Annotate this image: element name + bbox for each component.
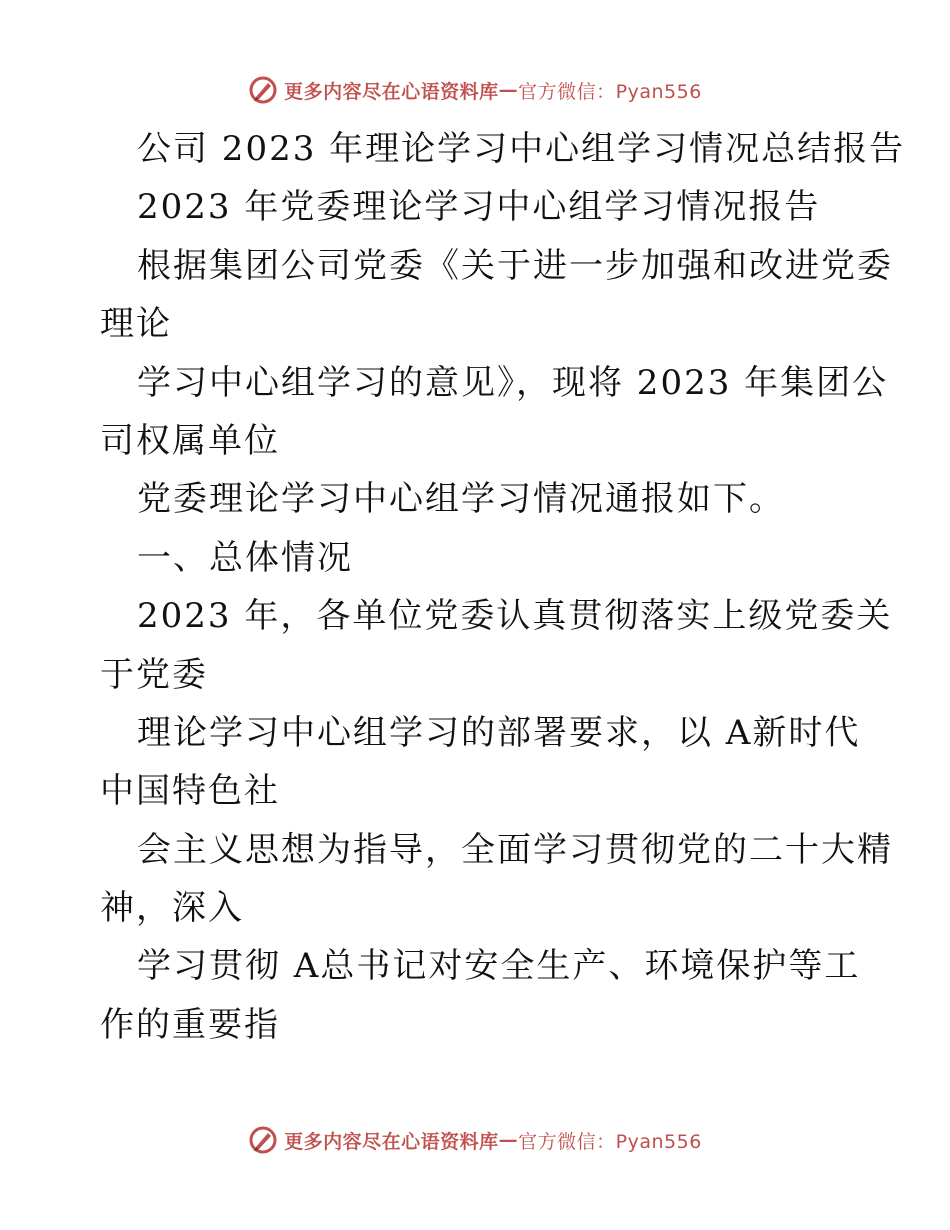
paragraph-line: 中国特色社 — [100, 771, 280, 812]
paragraph-line: 学习贯彻 A总书记对安全生产、环境保护等工 — [137, 946, 861, 987]
paragraph-line: 2023 年，各单位党委认真贯彻落实上级党委关 — [137, 596, 893, 637]
footer-watermark — [0, 1120, 950, 1160]
pen-logo-icon — [248, 75, 278, 105]
section-heading: 一、总体情况 — [137, 537, 353, 578]
paragraph-line: 理论学习中心组学习的部署要求，以 A新时代 — [137, 712, 861, 753]
paragraph-line: 作的重要指 — [100, 1004, 280, 1045]
watermark-main-text: 更多内容尽在心语资料库 — [284, 1130, 499, 1153]
pen-logo-icon — [248, 1125, 278, 1155]
paragraph-line: 于党委 — [100, 654, 208, 695]
watermark-wechat-text: 官方微信：Pyan556 — [518, 80, 702, 103]
watermark-dash: — — [498, 1129, 519, 1151]
document-body — [100, 120, 906, 1054]
paragraph-line: 司权属单位 — [100, 420, 280, 461]
paragraph-line: 会主义思想为指导，全面学习贯彻党的二十大精 — [137, 829, 893, 870]
paragraph-line: 神，深入 — [100, 888, 244, 929]
doc-title-line: 公司 2023 年理论学习中心组学习情况总结报告 — [137, 129, 906, 169]
watermark-dash: — — [498, 79, 519, 101]
paragraph-line: 理论 — [100, 304, 172, 345]
watermark-main-text: 更多内容尽在心语资料库 — [284, 80, 499, 103]
paragraph-line: 学习中心组学习的意见》，现将 2023 年集团公 — [137, 362, 889, 403]
doc-subtitle-line: 2023 年党委理论学习中心组学习情况报告 — [137, 187, 821, 228]
watermark-wechat-text: 官方微信：Pyan556 — [518, 1130, 702, 1153]
paragraph-line: 党委理论学习中心组学习情况通报如下。 — [137, 479, 785, 520]
paragraph-line: 根据集团公司党委《关于进一步加强和改进党委 — [137, 245, 893, 286]
header-watermark — [0, 70, 950, 110]
